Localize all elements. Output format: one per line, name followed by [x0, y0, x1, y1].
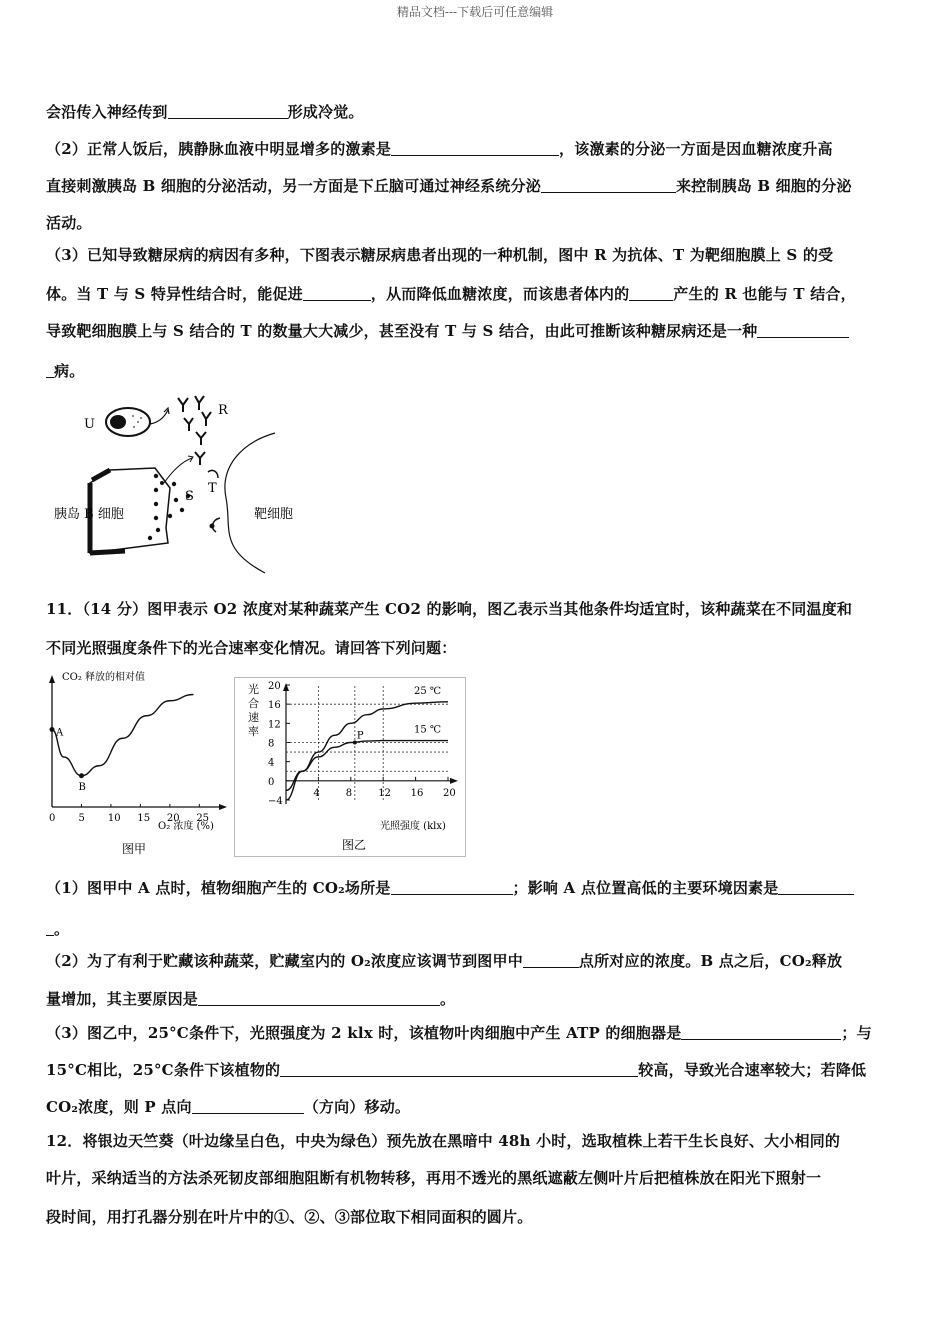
- antibody-r-group: [178, 396, 211, 465]
- answer-blank[interactable]: [280, 1062, 638, 1077]
- yi-y-tick-label: 20: [268, 681, 281, 692]
- answer-blank[interactable]: [168, 104, 288, 119]
- text-line: [46, 101, 364, 122]
- text-segment: 病。: [54, 362, 85, 380]
- text-segment: 11．（14 分）图甲表示 O2 浓度对某种蔬菜产生 CO2 的影响，图乙表示当其他条件均适宜时，该种蔬菜在不同温度和: [46, 600, 853, 618]
- page-header: 精品文档---下载后可任意编辑: [396, 5, 554, 19]
- secrete-arrow-1: [150, 410, 168, 424]
- text-segment: （2）正常人饭后，胰静脉血液中明显增多的激素是: [46, 140, 392, 158]
- text-line: [46, 1022, 872, 1043]
- jia-x-tick-label: 10: [107, 813, 121, 824]
- jia-title: 图甲: [122, 842, 147, 856]
- yi-series-line-25c: [286, 702, 448, 800]
- yi-ylabel-char: 光: [248, 683, 259, 696]
- yi-y-tick-label: −4: [268, 796, 283, 807]
- jia-ylabel: CO₂ 释放的相对值: [62, 672, 146, 683]
- text-line: [46, 988, 455, 1009]
- u-dots: [132, 415, 142, 428]
- label-r: R: [218, 403, 228, 418]
- text-segment: （2）为了有利于贮藏该种蔬菜，贮藏室内的 O₂浓度应该调节到图甲中: [46, 952, 523, 970]
- text-line: [46, 244, 833, 265]
- text-segment: 。: [440, 990, 456, 1008]
- answer-blank[interactable]: [629, 286, 673, 301]
- text-segment: 会沿传入神经传到: [46, 103, 168, 121]
- text-segment: （3）图乙中，25°C条件下，光照强度为 2 klx 时，该植物叶肉细胞中产生 ATP 的细胞器是: [46, 1024, 682, 1042]
- yi-y-arrow: [283, 683, 289, 691]
- text-line: [46, 1059, 866, 1080]
- jia-point-label: A: [56, 727, 64, 739]
- answer-blank[interactable]: [303, 286, 371, 301]
- text-segment: ；影响 A 点位置高低的主要环境因素是: [512, 879, 779, 897]
- yi-ylabel-char: 合: [248, 697, 259, 710]
- label-u: U: [84, 417, 95, 432]
- jia-point-label: B: [78, 781, 86, 793]
- yi-x-tick-label: 16: [410, 787, 424, 799]
- label-islet-cell: 胰岛 B 细胞: [54, 507, 124, 522]
- yi-x-tick-label: 8: [345, 787, 353, 799]
- figure-jia-chart: [40, 665, 235, 860]
- text-segment: 体。当 T 与 S 特异性结合时，能促进: [46, 285, 303, 303]
- yi-y-tick-label: 16: [268, 700, 281, 712]
- yi-y-tick-label: 0: [268, 776, 275, 788]
- yi-x-tick-label: 12: [378, 787, 391, 799]
- answer-blank[interactable]: [523, 953, 579, 968]
- insulin-granules: [148, 474, 164, 540]
- jia-x-tick-label: 5: [78, 813, 85, 824]
- jia-series-line: [52, 695, 193, 776]
- text-line: [46, 138, 833, 159]
- yi-series-line-15c: [286, 741, 448, 791]
- yi-x-tick-label: 4: [313, 787, 320, 799]
- label-target-cell: 靶细胞: [254, 507, 294, 522]
- text-segment: 形成冷觉。: [287, 103, 364, 121]
- text-segment: 量增加，其主要原因是: [46, 990, 199, 1008]
- yi-series-label: 25 ℃: [414, 685, 442, 697]
- yi-ylabel-char: 率: [248, 725, 259, 738]
- figure-yi-chart: [234, 677, 466, 857]
- yi-y-tick-label: 12: [268, 719, 281, 731]
- text-segment: 来控制胰岛 B 细胞的分泌: [675, 177, 852, 195]
- answer-blank[interactable]: [46, 921, 54, 936]
- answer-blank[interactable]: [391, 141, 559, 156]
- text-segment: ，从而降低血糖浓度，而该患者体内的: [370, 285, 630, 303]
- answer-blank[interactable]: [46, 363, 54, 378]
- target-cell-membrane: [225, 433, 275, 573]
- label-t: T: [208, 481, 217, 496]
- jia-x-arrow: [219, 804, 227, 810]
- diabetes-mechanism-diagram: [50, 388, 310, 578]
- text-segment: 产生的 R 也能与 T 结合，: [673, 285, 856, 303]
- yi-ylabel-char: 速: [248, 711, 259, 724]
- jia-y-arrow: [49, 675, 55, 683]
- yi-series-label: 15 ℃: [414, 724, 442, 736]
- text-line: [46, 1096, 410, 1117]
- jia-point-b: [79, 773, 84, 778]
- yi-point-p: [353, 741, 357, 745]
- text-line: [46, 212, 92, 233]
- jia-x-tick-label: 0: [49, 813, 56, 824]
- text-line: [46, 320, 849, 341]
- text-line: [46, 283, 856, 304]
- text-line: [46, 598, 852, 619]
- text-line: [46, 918, 69, 939]
- yi-point-p-label: P: [356, 730, 364, 742]
- text-line: [46, 175, 852, 196]
- text-segment: CO₂浓度，则 P 点向: [46, 1098, 192, 1116]
- answer-blank[interactable]: [198, 991, 440, 1006]
- text-segment: 段时间，用打孔器分别在叶片中的①、②、③部位取下相同面积的圆片。: [46, 1208, 533, 1226]
- answer-blank[interactable]: [778, 880, 854, 895]
- label-s: S: [185, 489, 194, 504]
- text-segment: ；与: [841, 1024, 872, 1042]
- text-segment: （3）已知导致糖尿病的病因有多种，下图表示糖尿病患者出现的一种机制，图中 R 为抗体、T 为靶细胞膜上 S 的受: [46, 246, 834, 264]
- u-nucleus: [110, 415, 126, 429]
- text-segment: 导致靶细胞膜上与 S 结合的 T 的数量大大减少，甚至没有 T 与 S 结合，由此可推断该种糖尿病还是一种: [46, 322, 758, 340]
- yi-x-arrow: [450, 778, 458, 784]
- jia-x-tick-label: 25: [196, 813, 210, 824]
- text-line: [46, 1130, 840, 1151]
- text-line: [46, 360, 84, 381]
- text-segment: （1）图甲中 A 点时，植物细胞产生的 CO₂场所是: [46, 879, 391, 897]
- jia-xlabel: O₂ 浓度 (%): [158, 821, 214, 832]
- text-segment: 活动。: [46, 214, 92, 232]
- text-segment: 。: [54, 920, 70, 938]
- text-segment: 12．将银边天竺葵（叶边缘呈白色，中央为绿色）预先放在黑暗中 48h 小时，选取植株上若干生长良好、大小相同的: [46, 1132, 841, 1150]
- answer-blank[interactable]: [681, 1025, 841, 1040]
- text-line: [46, 637, 456, 658]
- text-segment: ，该激素的分泌一方面是因血糖浓度升高: [559, 140, 833, 158]
- text-line: [46, 950, 842, 971]
- text-segment: 15°C相比，25°C条件下该植物的: [46, 1061, 281, 1079]
- text-segment: 点所对应的浓度。B 点之后，CO₂释放: [578, 952, 843, 970]
- jia-x-tick-label: 20: [166, 813, 180, 824]
- text-segment: （方向）移动。: [303, 1098, 411, 1116]
- yi-y-tick-label: 4: [268, 757, 275, 769]
- yi-y-tick-label: 8: [268, 738, 275, 750]
- answer-blank[interactable]: [391, 880, 513, 895]
- yi-title: 图乙: [342, 838, 367, 852]
- text-line: [46, 1167, 821, 1188]
- text-line: [46, 1206, 532, 1227]
- text-segment: 直接刺激胰岛 B 细胞的分泌活动，另一方面是下丘脑可通过神经系统分泌: [46, 177, 541, 195]
- answer-blank[interactable]: [757, 323, 849, 338]
- jia-point-a: [50, 727, 55, 732]
- yi-xlabel: 光照强度 (klx): [380, 821, 446, 832]
- receptor-t-group: [208, 470, 220, 532]
- answer-blank[interactable]: [541, 178, 676, 193]
- answer-blank[interactable]: [192, 1099, 304, 1114]
- text-segment: 叶片，采纳适当的方法杀死韧皮部细胞阻断有机物转移，再用不透光的黑纸遮蔽左侧叶片后把植株放在阳光下照射一: [46, 1169, 822, 1187]
- yi-x-tick-label: 20: [443, 787, 456, 799]
- jia-x-tick-label: 15: [137, 813, 151, 824]
- text-line: [46, 877, 854, 898]
- text-segment: 不同光照强度条件下的光合速率变化情况。请回答下列问题：: [46, 639, 457, 657]
- text-segment: 较高，导致光合速率较大；若降低: [638, 1061, 867, 1079]
